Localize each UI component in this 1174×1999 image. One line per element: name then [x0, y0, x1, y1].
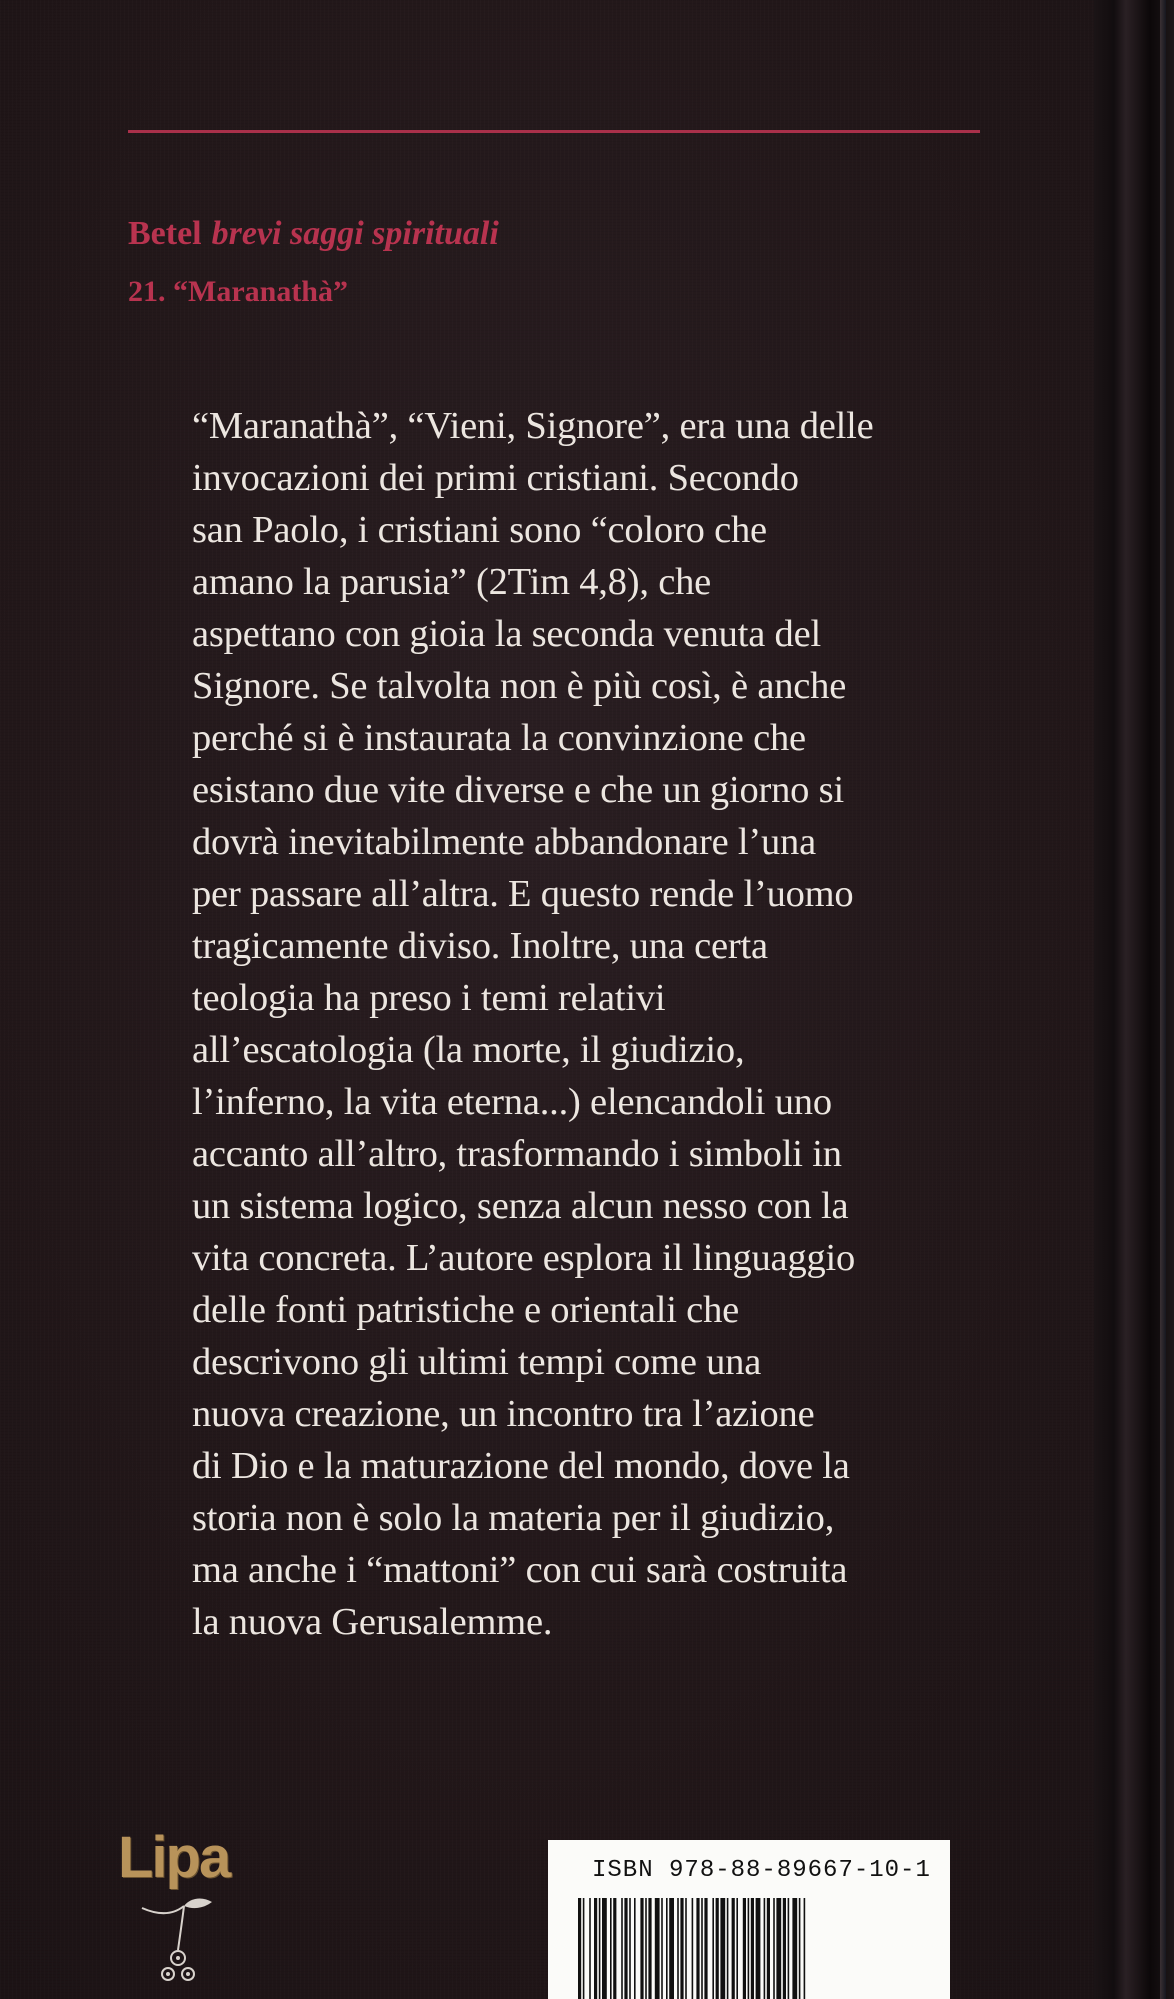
publisher-logo: [118, 1826, 238, 1999]
blurb-text: [192, 400, 992, 1648]
series-title: [128, 212, 499, 256]
blurb-line: teologia ha preso i temi relativi: [192, 977, 666, 1019]
blurb-line: la nuova Gerusalemme.: [192, 1601, 553, 1643]
top-rule: [128, 130, 980, 133]
blurb-line: esistano due vite diverse e che un giorno si: [192, 769, 844, 811]
publisher-logo-text: Lipa: [118, 1825, 230, 1890]
blurb-line: accanto all’altro, trasformando i simboli in: [192, 1133, 842, 1175]
blurb-line: san Paolo, i cristiani sono “coloro che: [192, 509, 767, 551]
flower-branch-icon: [138, 1886, 228, 1996]
blurb-line: “Maranathà”, “Vieni, Signore”, era una delle: [192, 405, 874, 447]
blurb-line: nuova creazione, un incontro tra l’azione: [192, 1393, 815, 1435]
blurb-line: amano la parusia” (2Tim 4,8), che: [192, 561, 712, 603]
blurb-line: all’escatologia (la morte, il giudizio,: [192, 1029, 745, 1071]
blurb-line: un sistema logico, senza alcun nesso con la: [192, 1185, 849, 1227]
series-tagline: brevi saggi spirituali: [211, 215, 499, 252]
blurb-line: di Dio e la maturazione del mondo, dove la: [192, 1445, 850, 1487]
blurb-line: l’inferno, la vita eterna...) elencandoli uno: [192, 1081, 832, 1123]
barcode-icon: [578, 1898, 920, 1999]
blurb-line: Signore. Se talvolta non è più così, è anche: [192, 665, 847, 707]
blurb-line: perché si è instaurata la convinzione che: [192, 717, 806, 759]
blurb-line: dovrà inevitabilmente abbandonare l’una: [192, 821, 816, 863]
blurb-line: aspettano con gioia la seconda venuta del: [192, 613, 821, 655]
blurb-line: vita concreta. L’autore esplora il linguaggio: [192, 1237, 856, 1279]
blurb-line: descrivono gli ultimi tempi come una: [192, 1341, 762, 1383]
spine-edge: [1094, 0, 1174, 1999]
blurb-line: tragicamente diviso. Inoltre, una certa: [192, 925, 768, 967]
blurb-line: per passare all’altra. E questo rende l’uomo: [192, 873, 854, 915]
blurb-line: ma anche i “mattoni” con cui sarà costruita: [192, 1549, 848, 1591]
isbn-barcode-box: [548, 1840, 950, 1999]
blurb-line: invocazioni dei primi cristiani. Secondo: [192, 457, 799, 499]
isbn-number: ISBN 978-88-89667-10-1: [592, 1857, 931, 1884]
blurb-line: delle fonti patristiche e orientali che: [192, 1289, 740, 1331]
volume-title: 21. “Maranathà”: [128, 275, 348, 308]
blurb-line: storia non è solo la materia per il giudizio,: [192, 1497, 835, 1539]
series-name: Betel: [128, 215, 202, 252]
